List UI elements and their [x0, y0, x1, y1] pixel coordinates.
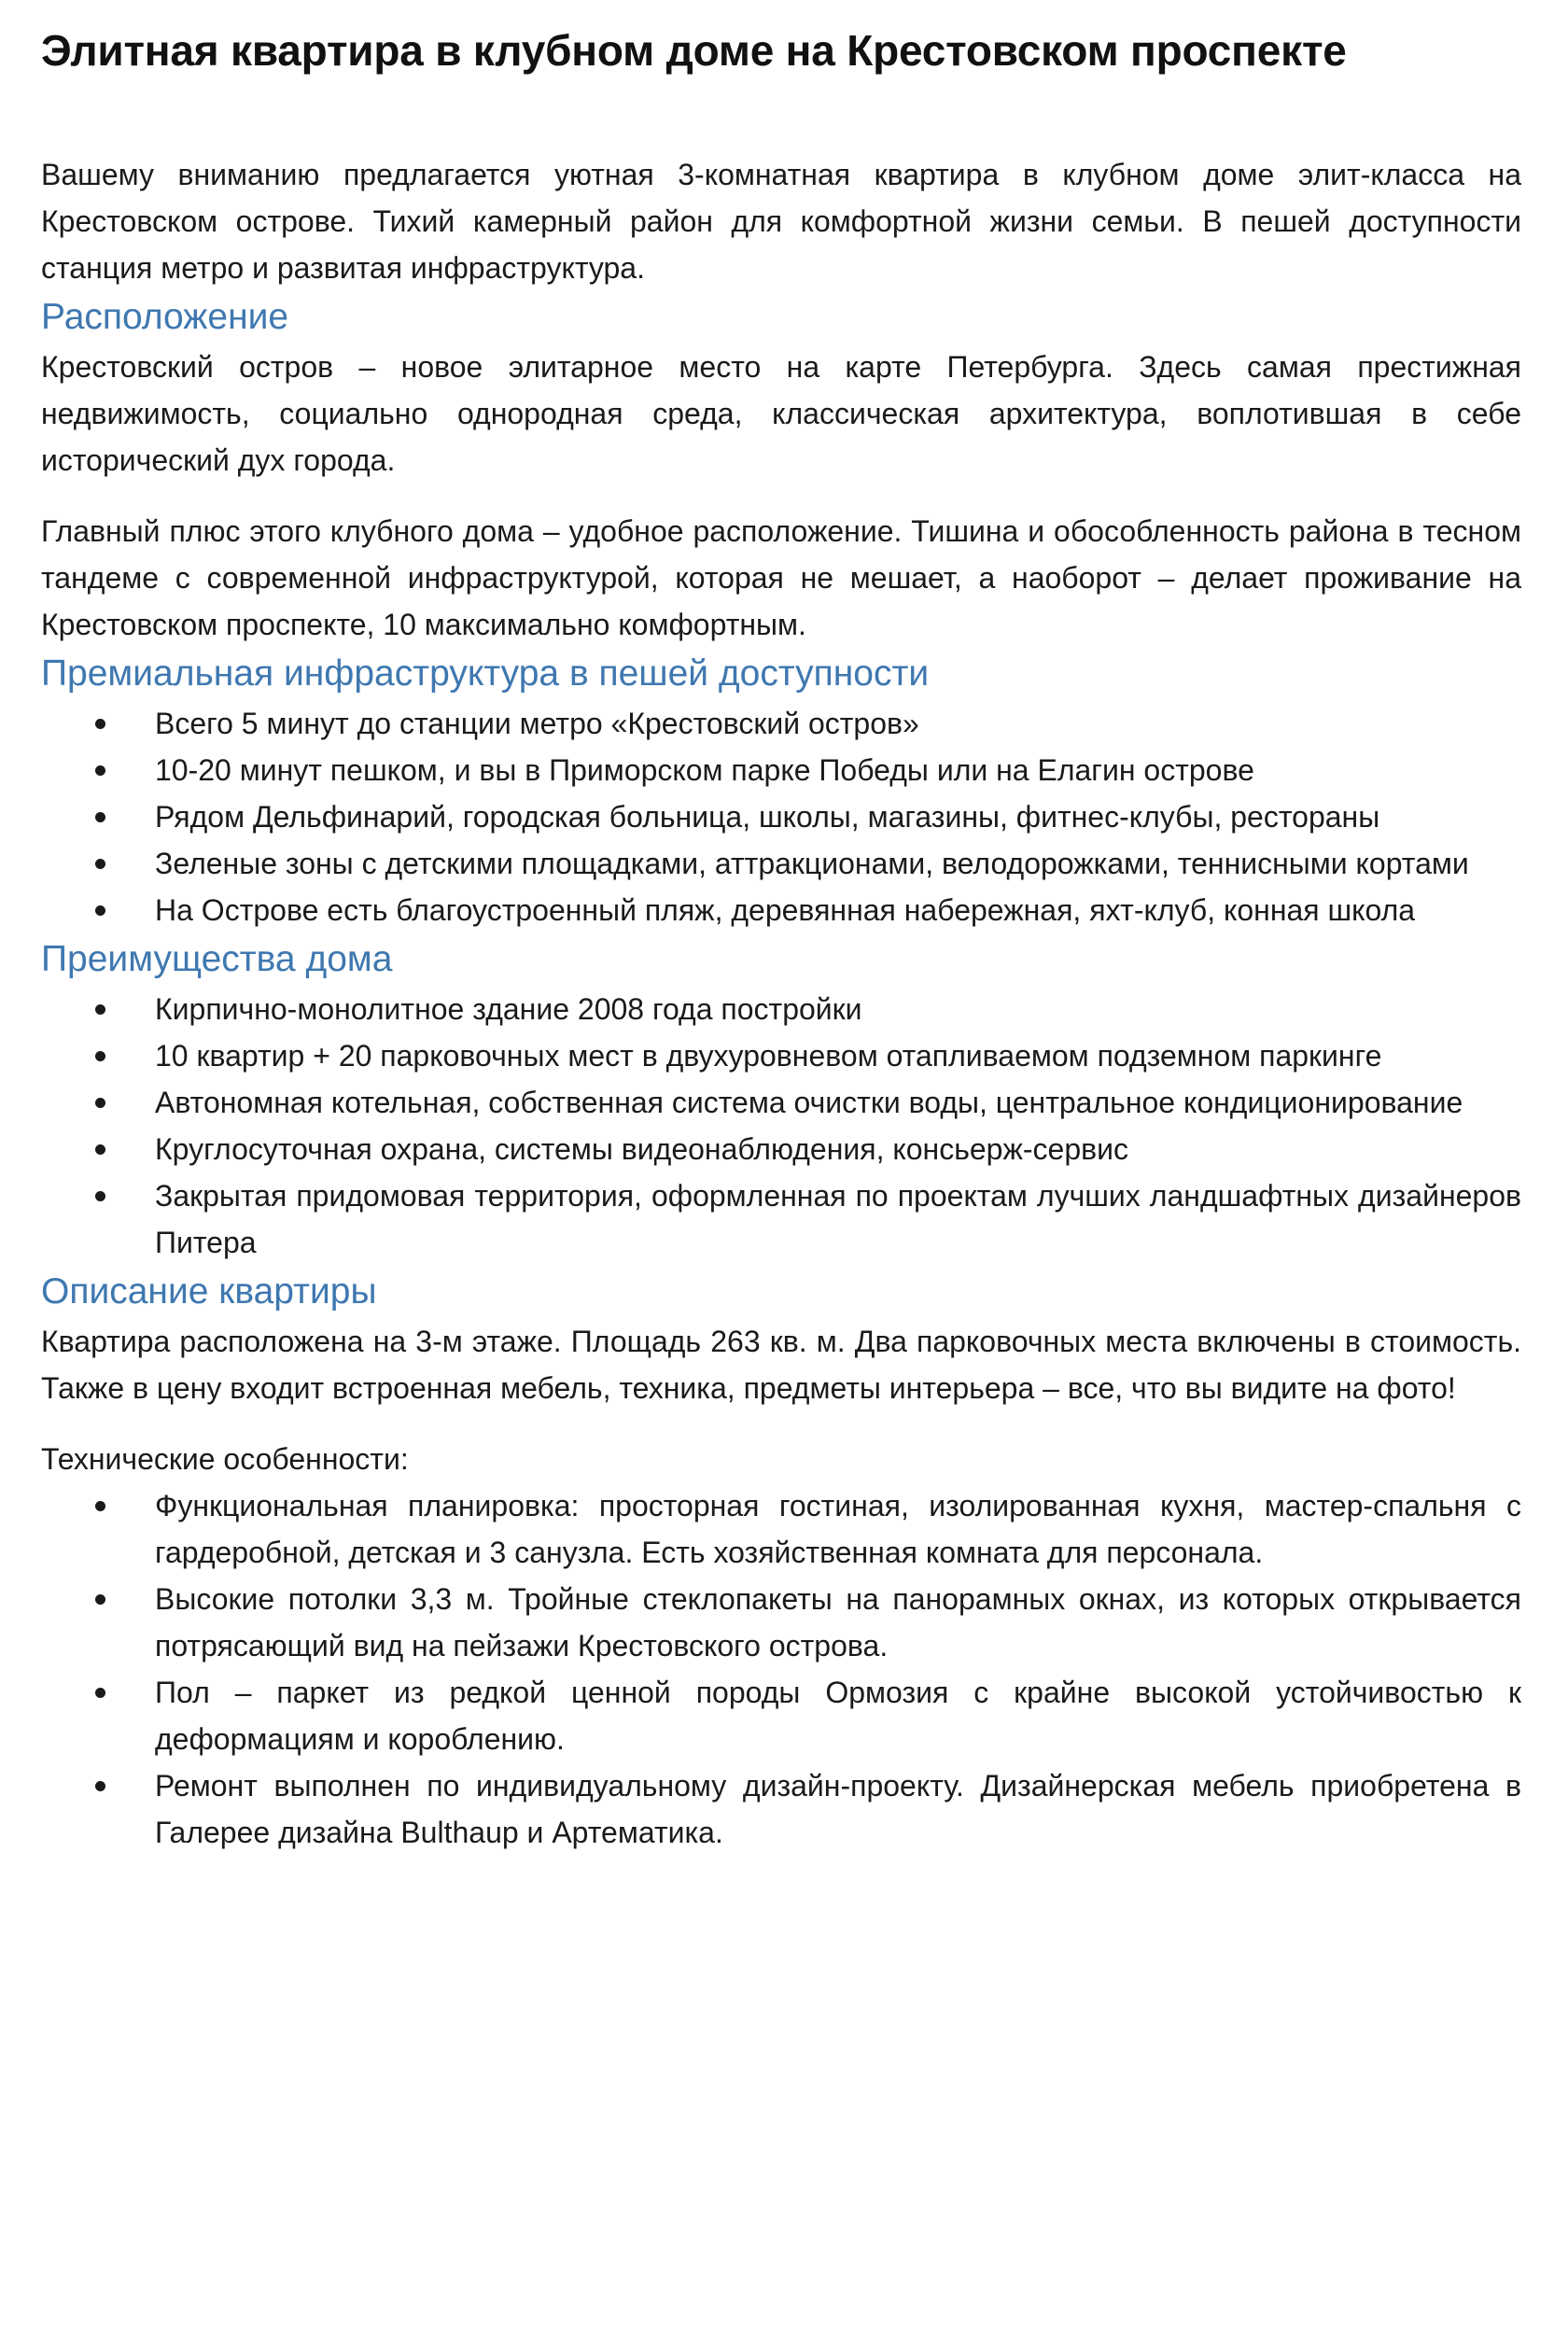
list-item-text: На Острове есть благоустроенный пляж, деревянная набережная, яхт-клуб, конная школа	[155, 893, 1416, 927]
list-item-text: Рядом Дельфинарий, городская больница, школы, магазины, фитнес-клубы, рестораны	[155, 800, 1380, 834]
bullet-icon	[95, 812, 105, 822]
list-item-text: 10 квартир + 20 парковочных мест в двухуровневом отапливаемом подземном паркинге	[155, 1039, 1382, 1073]
list-item	[41, 887, 1521, 933]
list-item	[41, 1079, 1521, 1126]
list-item-text: Всего 5 минут до станции метро «Крестовский остров»	[155, 707, 919, 740]
list-item-text: 10-20 минут пешком, и вы в Приморском парке Победы или на Елагин острове	[155, 753, 1254, 787]
bullet-icon	[95, 1191, 105, 1201]
list-item	[41, 700, 1521, 747]
bullet-icon	[95, 719, 105, 729]
list-item	[41, 986, 1521, 1032]
tech-features-list	[41, 1482, 1521, 1856]
list-item	[41, 1032, 1521, 1079]
location-paragraph: Крестовский остров – новое элитарное место на карте Петербурга. Здесь самая престижная недвижимость, социально однородная среда, классическая архитектура, воплотившая в себе исторический дух города.	[41, 350, 1521, 477]
section-heading-description: Описание квартиры	[41, 1271, 377, 1312]
location-paragraph: Главный плюс этого клубного дома – удобное расположение. Тишина и обособленность района в тесном тандеме с современной инфраструктурой, которая не мешает, а наоборот – делает проживание на Крестовском проспекте, 10 максимально комфортным.	[41, 514, 1521, 641]
list-item-text: Круглосуточная охрана, системы видеонаблюдения, консьерж-сервис	[155, 1132, 1128, 1166]
bullet-icon	[95, 1051, 105, 1061]
list-item-text: Кирпично-монолитное здание 2008 года постройки	[155, 992, 862, 1026]
document-page	[41, 0, 1521, 1856]
list-item-text: Высокие потолки 3,3 м. Тройные стеклопакеты на панорамных окнах, из которых открывается потрясающий вид на пейзажи Крестовского острова.	[155, 1582, 1521, 1663]
list-item	[41, 1482, 1521, 1576]
bullet-icon	[95, 859, 105, 869]
section-heading-location: Расположение	[41, 297, 289, 337]
list-item-text: Ремонт выполнен по индивидуальному дизайн-проекту. Дизайнерская мебель приобретена в Галерее дизайна Bulthaup и Артематика.	[155, 1769, 1521, 1849]
list-item	[41, 1669, 1521, 1762]
tech-features-label: Технические особенности:	[41, 1442, 409, 1476]
list-item	[41, 793, 1521, 840]
list-item	[41, 1762, 1521, 1856]
intro-paragraph: Вашему вниманию предлагается уютная 3-комнатная квартира в клубном доме элит-класса на Крестовском острове. Тихий камерный район для комфортной жизни семьи. В пешей доступности станция метро и развитая инфраструктура.	[41, 158, 1521, 285]
bullet-icon	[95, 905, 105, 916]
list-item-text: Функциональная планировка: просторная гостиная, изолированная кухня, мастер-спальня с гардеробной, детская и 3 санузла. Есть хозяйственная комната для персонала.	[155, 1489, 1521, 1569]
list-item-text: Пол – паркет из редкой ценной породы Ормозия с крайне высокой устойчивостью к деформациям и короблению.	[155, 1676, 1521, 1756]
section-heading-advantages: Преимущества дома	[41, 939, 393, 979]
list-item-text: Закрытая придомовая территория, оформленная по проектам лучших ландшафтных дизайнеров Питера	[155, 1179, 1521, 1259]
list-item	[41, 1172, 1521, 1266]
list-item	[41, 1576, 1521, 1669]
list-item-text: Автономная котельная, собственная система очистки воды, центральное кондиционирование	[155, 1086, 1463, 1119]
bullet-icon	[95, 1781, 105, 1791]
bullet-icon	[95, 1688, 105, 1698]
list-item	[41, 747, 1521, 793]
bullet-icon	[95, 1594, 105, 1605]
infrastructure-list	[41, 700, 1521, 933]
description-paragraph: Квартира расположена на 3-м этаже. Площадь 263 кв. м. Два парковочных места включены в стоимость. Также в цену входит встроенная мебель, техника, предметы интерьера – все, что вы видите на фото!	[41, 1325, 1521, 1405]
bullet-icon	[95, 1501, 105, 1511]
bullet-icon	[95, 1098, 105, 1108]
section-heading-infrastructure: Премиальная инфраструктура в пешей доступности	[41, 653, 930, 694]
advantages-list	[41, 986, 1521, 1266]
list-item	[41, 840, 1521, 887]
bullet-icon	[95, 765, 105, 776]
bullet-icon	[95, 1144, 105, 1155]
page-title: Элитная квартира в клубном доме на Крестовском проспекте	[41, 26, 1347, 75]
list-item	[41, 1126, 1521, 1172]
list-item-text: Зеленые зоны с детскими площадками, аттракционами, велодорожками, теннисными кортами	[155, 847, 1469, 880]
bullet-icon	[95, 1004, 105, 1015]
